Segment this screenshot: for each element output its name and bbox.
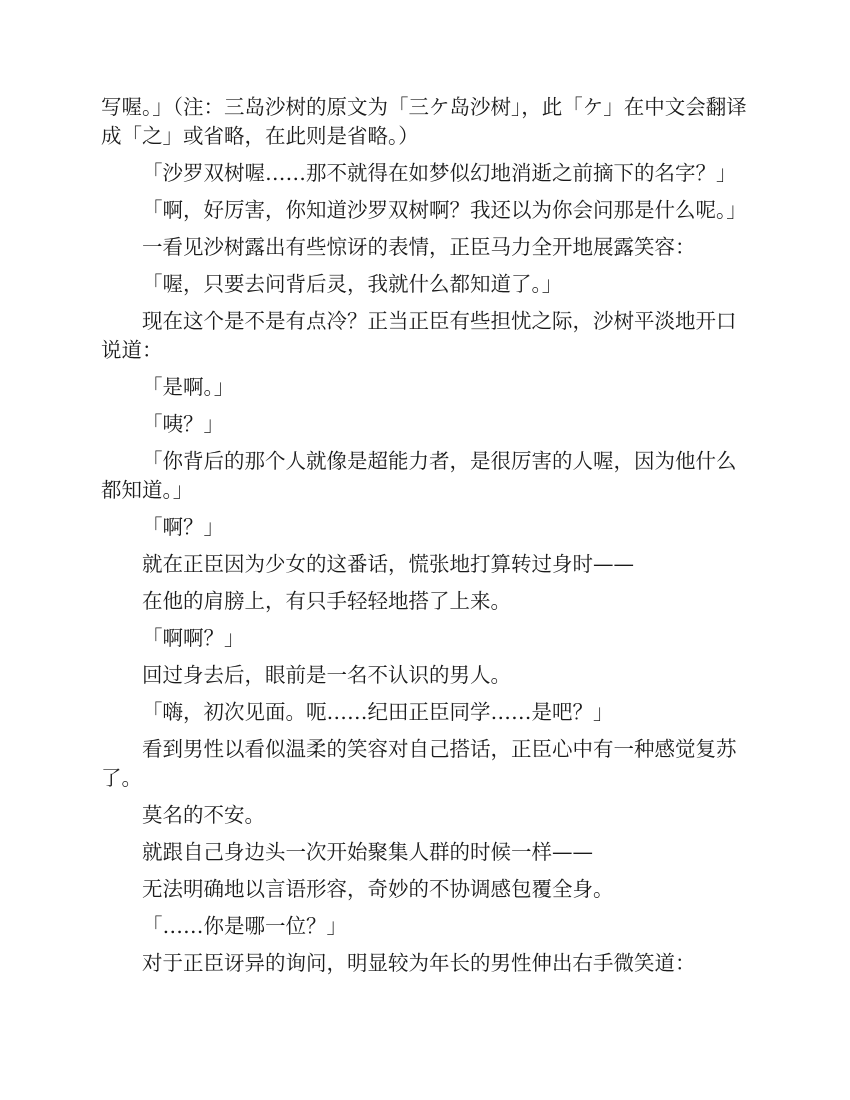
paragraph: 「你背后的那个人就像是超能力者，是很厉害的人喔，因为他什么都知道。」 xyxy=(101,449,737,502)
paragraph: 「是啊。」 xyxy=(142,375,235,399)
paragraph: 就跟自己身边头一次开始聚集人群的时候一样—— xyxy=(142,840,593,864)
paragraph: 「咦？」 xyxy=(142,412,224,436)
paragraph: 「啊啊？」 xyxy=(142,626,245,650)
paragraph: 「喔，只要去问背后灵，我就什么都知道了。」 xyxy=(142,272,563,296)
paragraph: 对于正臣讶异的询问，明显较为年长的男性伸出右手微笑道： xyxy=(142,951,696,975)
paragraph: 「嗨，初次见面。呃……纪田正臣同学……是吧？」 xyxy=(142,700,614,724)
paragraph: 无法明确地以言语形容，奇妙的不协调感包覆全身。 xyxy=(142,877,614,901)
paragraph: 一看见沙树露出有些惊讶的表情，正臣马力全开地展露笑容： xyxy=(142,235,696,259)
document-page xyxy=(101,93,749,986)
paragraph: 「沙罗双树喔……那不就得在如梦似幻地消逝之前摘下的名字？」 xyxy=(142,161,737,185)
paragraph: 写喔。」（注：三岛沙树的原文为「三ケ岛沙树」，此「ケ」在中文会翻译成「之」或省略，在此则是省略。） xyxy=(101,95,747,148)
paragraph: 「……你是哪一位？」 xyxy=(142,914,347,938)
paragraph: 「啊，好厉害，你知道沙罗双树啊？我还以为你会问那是什么呢。」 xyxy=(142,198,747,222)
paragraph: 看到男性以看似温柔的笑容对自己搭话，正臣心中有一种感觉复苏了。 xyxy=(101,737,737,790)
paragraph: 在他的肩膀上，有只手轻轻地搭了上来。 xyxy=(142,589,511,613)
paragraph: 「啊？」 xyxy=(142,515,224,539)
paragraph: 就在正臣因为少女的这番话，慌张地打算转过身时—— xyxy=(142,552,634,576)
paragraph: 莫名的不安。 xyxy=(142,803,265,827)
paragraph: 回过身去后，眼前是一名不认识的男人。 xyxy=(142,663,511,687)
paragraph: 现在这个是不是有点冷？正当正臣有些担忧之际，沙树平淡地开口说道： xyxy=(101,309,737,362)
